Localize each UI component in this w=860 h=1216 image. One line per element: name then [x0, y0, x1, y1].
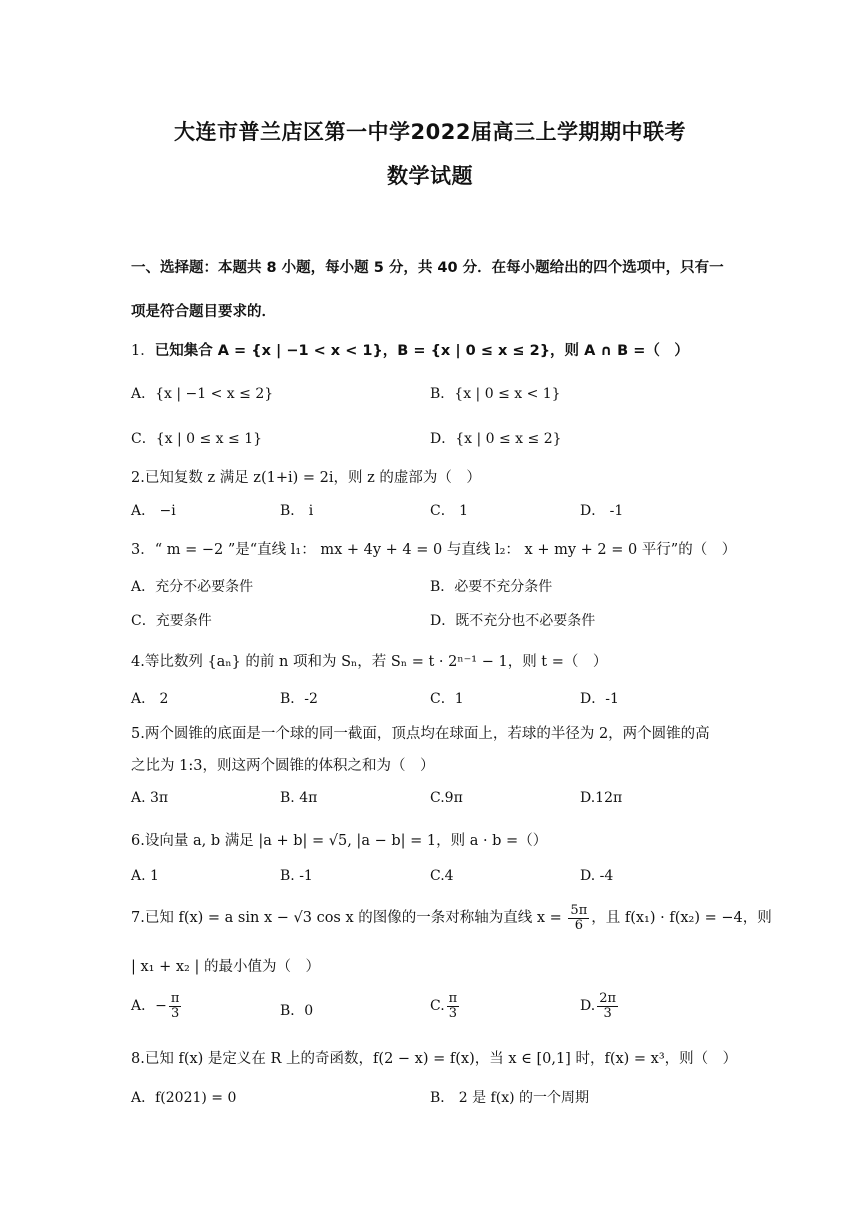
- fraction-numerator: 2π: [599, 991, 617, 1006]
- question-1-option-a: A．{x | −1 < x ≤ 2}: [131, 386, 274, 402]
- question-7-option-a: [131, 992, 183, 1020]
- question-number: 5.: [131, 726, 145, 742]
- question-3-stem: [131, 538, 736, 559]
- exam-title: 大连市普兰店区第一中学2022届高三上学期期中联考: [174, 120, 686, 144]
- question-6-stem: [131, 829, 547, 850]
- question-text: 已知 f(x) 是定义在 R 上的奇函数，f(2 − x) = f(x)，当 x ∈ [0,1] 时，f(x) = x³，则（ ）: [144, 1051, 738, 1067]
- fraction-denominator: 3: [448, 1005, 458, 1021]
- question-6-option-d: D. -4: [580, 868, 614, 884]
- question-7-stem-line2: | x₁ + x₂ | 的最小值为（ ）: [131, 959, 320, 975]
- option-prefix: D.: [580, 998, 596, 1015]
- option-value: 0: [304, 1003, 314, 1019]
- question-text: 已知 f(x) = a sin x − √3 cos x 的图像的一条对称轴为直线 x =: [144, 910, 562, 927]
- question-6-option-a: A. 1: [131, 868, 159, 884]
- option-prefix: C.: [430, 998, 445, 1015]
- question-8-stem: [131, 1047, 737, 1068]
- question-1-option-b: B．{x | 0 ≤ x < 1}: [430, 386, 561, 402]
- question-text: 设向量 a, b 满足 |a + b| = √5, |a − b| = 1，则 a · b =（）: [144, 833, 548, 849]
- question-3-option-b: B．必要不充分条件: [430, 579, 553, 595]
- question-text: 已知集合 A = {x | −1 < x < 1}，B = {x | 0 ≤ x ≤ 2}，则 A ∩ B =（ ）: [154, 343, 689, 359]
- question-3-option-a: A．充分不必要条件: [131, 579, 254, 595]
- fraction-denominator: 3: [603, 1005, 612, 1021]
- question-4-stem: [131, 650, 607, 671]
- question-number: 4.: [131, 654, 145, 670]
- question-5-option-d: D.12π: [580, 790, 623, 806]
- fraction-denominator: 3: [170, 1005, 180, 1021]
- question-1-option-d: D．{x | 0 ≤ x ≤ 2}: [430, 431, 562, 447]
- question-2-stem: [131, 466, 481, 487]
- question-1-option-c: C．{x | 0 ≤ x ≤ 1}: [131, 431, 263, 447]
- question-4-option-a: A． 2: [131, 691, 169, 707]
- fraction-numerator: π: [170, 991, 180, 1006]
- option-sign: −: [155, 998, 167, 1015]
- question-5-option-c: C.9π: [430, 790, 463, 806]
- question-text: 两个圆锥的底面是一个球的同一截面，顶点均在球面上，若球的半径为 2，两个圆锥的高: [144, 726, 710, 742]
- exam-subtitle: 数学试题: [387, 164, 473, 188]
- fraction: [568, 904, 589, 932]
- question-4-option-c: C．1: [430, 691, 464, 707]
- fraction-denominator: 6: [574, 917, 583, 933]
- section-header-line1: 一、选择题：本题共 8 小题，每小题 5 分，共 40 分．在每小题给出的四个选项中，只有一: [131, 260, 724, 276]
- question-2-option-c: C． 1: [430, 503, 469, 519]
- question-5-option-a: A. 3π: [131, 790, 169, 806]
- question-number: 3．: [131, 542, 155, 558]
- question-text: 等比数列 {aₙ} 的前 n 项和为 Sₙ，若 Sₙ = t · 2ⁿ⁻¹ − 1，则 t =（ ）: [144, 654, 608, 670]
- question-text: “ m = −2 ”是“直线 l₁： mx + 4y + 4 = 0 与直线 l₂： x + my + 2 = 0 平行”的（ ）: [154, 542, 737, 558]
- question-7-stem-line1: [131, 904, 772, 932]
- fraction-numerator: π: [448, 991, 458, 1006]
- question-6-option-b: B. -1: [280, 868, 313, 884]
- question-3-option-d: D．既不充分也不必要条件: [430, 613, 596, 629]
- question-3-option-c: C．充要条件: [131, 613, 212, 629]
- question-1-stem: [131, 339, 689, 360]
- question-number: 1．: [131, 343, 155, 359]
- question-7-option-b: [280, 1000, 313, 1020]
- question-7-option-d: [580, 992, 620, 1020]
- question-2-option-b: B． i: [280, 503, 314, 519]
- section-header-line2: 项是符合题目要求的．: [131, 304, 276, 320]
- question-number: 8.: [131, 1051, 145, 1067]
- question-5-option-b: B. 4π: [280, 790, 318, 806]
- question-number: 2.: [131, 470, 145, 486]
- fraction: [447, 992, 460, 1020]
- question-8-option-b: B． 2 是 f(x) 的一个周期: [430, 1090, 589, 1106]
- option-prefix: B．: [280, 1003, 305, 1019]
- question-text: 已知复数 z 满足 z(1+i) = 2i，则 z 的虚部为（ ）: [144, 470, 481, 486]
- question-5-stem-line2: 之比为 1:3，则这两个圆锥的体积之和为（ ）: [131, 758, 435, 774]
- question-text-cont: ，且 f(x₁) · f(x₂) = −4，则: [591, 910, 772, 927]
- question-5-stem-line1: [131, 722, 710, 743]
- question-2-option-d: D． -1: [580, 503, 624, 519]
- fraction-numerator: 5π: [570, 903, 588, 918]
- fraction: [597, 992, 618, 1020]
- question-8-option-a: A．f(2021) = 0: [131, 1090, 237, 1106]
- fraction: [169, 992, 182, 1020]
- question-number: 6.: [131, 833, 145, 849]
- question-2-option-a: A． −i: [131, 503, 176, 519]
- question-7-option-c: [430, 992, 461, 1020]
- question-6-option-c: C.4: [430, 868, 454, 884]
- question-number: 7.: [131, 910, 145, 927]
- option-prefix: A．: [131, 998, 156, 1015]
- question-4-option-d: D．-1: [580, 691, 619, 707]
- question-4-option-b: B．-2: [280, 691, 318, 707]
